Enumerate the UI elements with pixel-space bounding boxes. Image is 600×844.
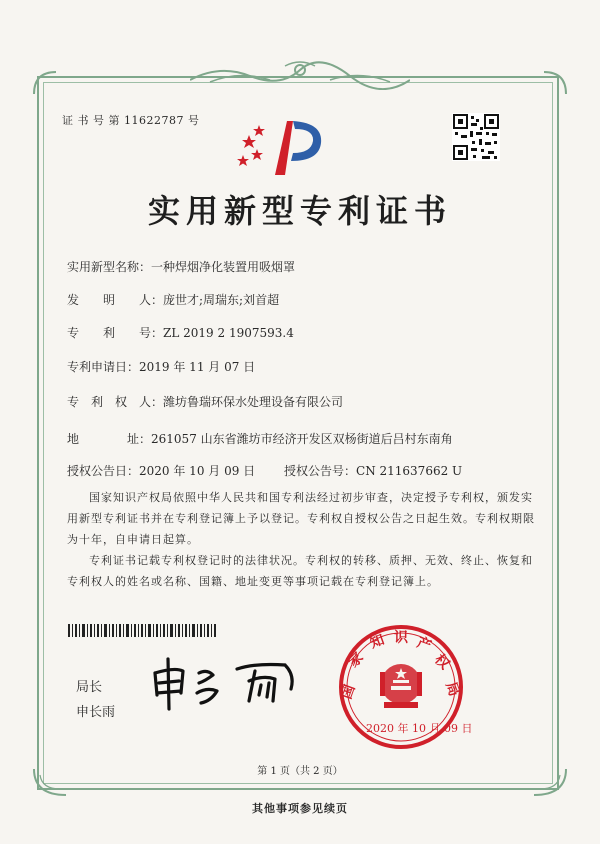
svg-text:家: 家 (345, 649, 367, 671)
filing-date-row (67, 358, 255, 375)
inventor-label: 发 明 人： (67, 293, 164, 307)
grant-number-row (284, 462, 462, 479)
grant-date-row (67, 462, 255, 479)
certificate-title: 实用新型专利证书 (147, 192, 452, 230)
director-signature-icon (145, 645, 315, 715)
director-name: 申长雨 (76, 705, 116, 720)
svg-text:识: 识 (394, 630, 408, 646)
qr-code-icon (452, 113, 500, 161)
continuation-note: 其他事项参见续页 (252, 802, 348, 815)
grant-date-value: 2020 年 10 月 09 日 (139, 464, 256, 478)
inventor-row (67, 291, 279, 308)
grant-number-label: 授权公告号： (284, 464, 357, 478)
svg-text:产: 产 (414, 634, 434, 655)
page-number: 第 1 页（共 2 页） (257, 766, 343, 777)
address-value: 261057 山东省潍坊市经济开发区双杨街道后吕村东南角 (151, 432, 453, 446)
top-ornament-icon (190, 60, 410, 90)
director-title: 局长 (76, 680, 103, 695)
grant-statement-paragraph: 国家知识产权局依照中华人民共和国专利法经过初步审查，决定授予专利权，颁发实用新型专利证书并在专利登记簿上予以登记。专利权自授权公告之日起生效。专利权期限为十年，自申请日起算。 (67, 491, 535, 546)
svg-text:权: 权 (431, 651, 453, 673)
seal-date: 2020 年 10 月 09 日 (366, 722, 473, 735)
corner-ornament-top-right-icon (540, 68, 570, 98)
filing-date-value: 2019 年 11 月 07 日 (139, 360, 256, 374)
corner-ornament-top-left-icon (30, 68, 60, 98)
grant-number-value: CN 211637662 U (356, 464, 463, 478)
utility-model-name-label: 实用新型名称： (67, 260, 152, 274)
legal-status-paragraph: 专利证书记载专利权登记时的法律状况。专利权的转移、质押、无效、终止、恢复和专利权人的姓名或名称、国籍、地址变更等事项记载在专利登记簿上。 (67, 554, 533, 588)
filing-date-label: 专利申请日： (67, 360, 140, 374)
patentee-row (67, 393, 343, 410)
patentee-label: 专 利 权 人： (67, 395, 164, 409)
address-label: 地 址： (67, 432, 152, 446)
inventor-value: 庞世才;周瑞东;刘首超 (163, 293, 280, 307)
certificate-number: 证 书 号 第 11622787 号 (62, 114, 200, 127)
barcode-icon (68, 624, 216, 637)
utility-model-name-row (67, 258, 295, 275)
svg-text:国: 国 (338, 682, 359, 702)
svg-text:局: 局 (442, 679, 463, 699)
patent-office-logo-icon (235, 117, 335, 179)
patent-number-row (67, 324, 294, 341)
patentee-value: 潍坊鲁瑞环保水处理设备有限公司 (163, 395, 344, 409)
address-row (67, 430, 453, 447)
patent-number-label: 专 利 号： (67, 326, 164, 340)
patent-number-value: ZL 2019 2 1907593.4 (163, 326, 294, 340)
svg-text:知: 知 (367, 631, 387, 652)
grant-date-label: 授权公告日： (67, 464, 140, 478)
utility-model-name-value: 一种焊烟净化装置用吸烟罩 (151, 260, 296, 274)
